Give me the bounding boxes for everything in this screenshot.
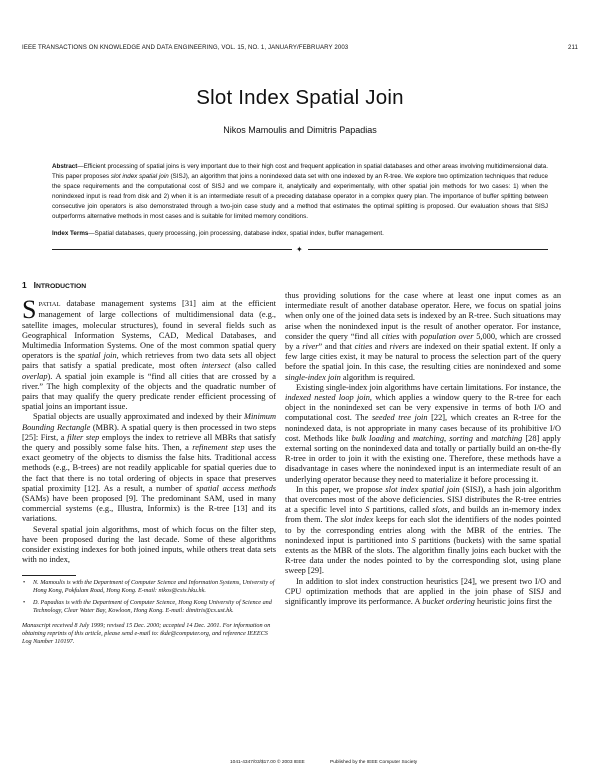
paper-title: Slot Index Spatial Join: [196, 86, 404, 109]
text-run: In this paper, we propose: [296, 484, 386, 494]
index-terms-text: —Spatial databases, query processing, join processing, database index, spatial index, buffer management.: [88, 230, 384, 237]
emphasis: rivers: [389, 342, 409, 352]
divider-ornament-icon: ✦: [296, 245, 303, 254]
text-run: partitions, called: [369, 505, 433, 515]
emphasis: refinement step: [192, 443, 245, 453]
text-run: are indexed on their spatial extent. If only a few large cities exist, it may be natural to process the selection part of the query before the spatial join. In this case, the resulting cities are nonindexed and some: [285, 342, 561, 372]
emphasis: Minimum Bounding Rectangle: [22, 412, 276, 432]
text-run: (SISJ), a hash join algorithm that overcomes most of the above deficiencies. SISJ distributes the R-tree entries at a specific level into: [285, 484, 561, 515]
divider-rule-right: [308, 249, 548, 250]
text-run: and: [372, 342, 390, 352]
emphasis: seeded tree join: [371, 413, 428, 423]
section-divider: [52, 246, 548, 254]
text-run: (MBR). A spatial query is then processed in two steps [25]: First, a: [22, 422, 276, 442]
index-terms: [52, 229, 548, 239]
paragraph: [22, 295, 276, 412]
text-run: , which applies a window query to the R-tree for each object in the nonindexed set can be very expensive in terms of both I/O and computational cost. The: [285, 393, 561, 423]
text-run: thus providing solutions for the case where at least one input comes as an intermediate result of another database operator. Here, we focus on spatial joins when only one of the joined data sets is indexed by an R-tree. Such situations may arise when the nonindexed input is the result of another operator. For instance, consider the query “find all: [285, 291, 561, 341]
running-header: [22, 44, 578, 56]
page-number: 211: [567, 44, 578, 51]
left-column: [22, 280, 276, 565]
abstract-text: —Efficient processing of spatial joins is very important due to their high cost and frequent application in spatial databases and other areas involving multidimensional data. This paper proposes: [52, 163, 548, 181]
emphasis: spatial access methods: [196, 483, 276, 493]
text-run: and: [394, 433, 413, 443]
emphasis: intersect: [201, 361, 231, 371]
emphasis: sorting: [449, 433, 473, 443]
paragraph: [285, 383, 561, 485]
emphasis: spatial join: [77, 351, 117, 361]
journal-header: IEEE TRANSACTIONS ON KNOWLEDGE AND DATA ENGINEERING, VOL. 15, NO. 1, JANUARY/FEBRUARY 2003: [22, 44, 349, 51]
emphasis: population over: [419, 331, 474, 341]
text-run: ” and that: [318, 342, 355, 352]
text-run: [28] apply external sorting on the nonindexed data and totally or partially build an on-the-fly R-tree in order to join it with the existing one. Therefore, these methods have a disadvantage in cases where the nonindexed input is an intermediate result of an underlying operator because they need to materialize it before processing it.: [285, 433, 561, 484]
text-run: partitions (buckets) with the same spatial extents as the MBR of the slots. The algorithm finally joins each bucket with the R-tree data under the nodes pointed to by the corresponding slot, using plane sweep [29].: [285, 535, 562, 576]
paragraph: [285, 485, 561, 577]
text-run: keeps for each slot the identifiers of the nodes pointed to by the corresponding entries along with the MBR of the entries. The nonindexed input is partitioned into: [285, 515, 561, 545]
right-column: [285, 291, 561, 607]
text-run: ,: [444, 433, 450, 443]
abstract-text-cont: (SISJ), an algorithm that joins a nonindexed data set with one indexed by an R-tree. We explore two optimization techniques that reduce the space requirements and the computational cost of SISJ and we compare it, analytically and experimentally, with other spatial join methods for two cases: 1) when the nonindexed input is read from disk and 2) when it is an intermediate result of a preceding database operator in a complex query plan. The importance of buffer splitting between consecutive join operators is also demonstrated through a two-join case study and a method that estimates the optimal splitting is proposed. Our evaluation shows that SISJ outperforms alternative methods in most cases and is suitable for limited memory conditions.: [52, 173, 548, 221]
manuscript-note: Manuscript received 8 July 1999; revised 15 Dec. 2000; accepted 14 Dec. 2001. For information on obtaining reprints of this article, please send e-mail to: tkde@computer.org, and reference IEEECS Log Number 110197.: [22, 621, 271, 646]
text-run: uses the exact geometry of the objects to dismiss the false hits. Traditional access methods (e.g., B-trees) are not readily applicable for spatial queries due to the fact that there is no total ordering of objects in space that preserves spatial proximity [12]. As a result, a number of: [22, 443, 276, 493]
section-number: 1: [22, 280, 27, 290]
emphasis: bucket ordering: [422, 597, 475, 607]
paragraph: [22, 412, 276, 524]
emphasis: indexed nested loop join: [285, 393, 370, 403]
emphasis: filter step: [67, 432, 100, 442]
emphasis: slots: [432, 505, 448, 515]
divider-rule-left: [52, 249, 292, 250]
text-run: and: [472, 433, 492, 443]
paper-authors: Nikos Mamoulis and Dimitris Papadias: [223, 125, 377, 135]
text-run: Existing single-index join algorithms have certain limitations. For instance, the: [296, 382, 561, 392]
text-run: Spatial objects are usually approximated and indexed by their: [33, 412, 245, 422]
text-run: 5,000, which are crossed by a: [285, 331, 561, 352]
paragraph: [285, 577, 561, 608]
emphasis: matching: [491, 433, 523, 443]
footnote-rule: [22, 575, 76, 576]
footnote: [22, 599, 276, 616]
text-run: (also called: [230, 361, 276, 371]
abstract-label: Abstract: [52, 163, 78, 170]
paragraph: Several spatial join algorithms, most of which focus on the filter step, have been proposed during the last decade. Some of these algorithms consider existing indexes for both joined inputs, while others treat data sets with no index,: [22, 524, 276, 565]
text-run: heuristic joins first the: [474, 597, 552, 607]
footnote: [22, 579, 276, 596]
index-terms-label: Index Terms: [52, 230, 89, 237]
publisher-line: Published by the IEEE Computer Society: [330, 760, 418, 765]
text-run: employs the index to retrieve all MBRs that satisfy the query and possibly some false hits. Then, a: [22, 432, 276, 453]
emphasis: slot index spatial join: [385, 484, 460, 494]
emphasis: S: [365, 505, 370, 515]
abstract: [52, 162, 548, 223]
small-caps-word: PATIAL: [38, 301, 61, 309]
emphasis: cities: [381, 331, 400, 341]
footnote-text: D. Papadias is with the Department of Computer Science, Hong Kong University of Science and Technology, Clear Water Bay, Kowloon, Hong Kong. E-mail: dimitris@cs.ust.hk.: [33, 598, 272, 615]
text-run: In addition to slot index construction heuristics [24], we present two I/O and CPU optimization methods that are applied in the join phase of SISJ and significantly improve its performance. A: [285, 576, 561, 607]
emphasis: bulk loading: [351, 433, 395, 443]
emphasis: slot index: [340, 515, 374, 525]
emphasis: river: [302, 342, 319, 352]
text-run: , which retrieves from two data sets all object pairs that satisfy a spatial predicate, most often: [22, 351, 276, 371]
text-run: ). A spatial join example is “find all cities that are crossed by a river.” The high complexity of the objects and the quadratic number of pairs that may qualify the query predicate render efficient processing of spatial joins an important issue.: [22, 371, 276, 412]
footnote-text: N. Mamoulis is with the Department of Computer Science and Information Systems, University of Hong Kong, Pokfulam Road, Hong Kong. E-mail: nikos@csis.hku.hk.: [33, 579, 275, 595]
paragraph: [285, 291, 561, 383]
emphasis: cities: [354, 342, 373, 352]
text-run: , and builds an in-memory index from them. The: [285, 505, 562, 525]
copyright-line: 1041-4347/03/$17.00 © 2003 IEEE: [230, 760, 305, 765]
bullet-icon: •: [23, 579, 26, 586]
emphasis: overlap: [22, 371, 48, 381]
emphasis: matching: [412, 433, 445, 443]
emphasis: single-index join: [285, 372, 341, 382]
section-title-rest: NTRODUCTION: [35, 283, 87, 290]
text-run: algorithm is required.: [340, 372, 415, 382]
text-run: (SAMs) have been proposed [9]. The predominant SAM, used in many commercial systems (e.g., Illustra, Informix) is the R-tree [13] and its variations.: [22, 494, 276, 524]
bullet-icon: •: [23, 598, 26, 606]
footnotes: [22, 579, 276, 647]
section-title-initial: I: [33, 280, 36, 290]
emphasis: S: [411, 535, 416, 545]
drop-cap: S: [22, 295, 37, 325]
section-heading: [22, 280, 276, 292]
abstract-emphasis: slot index spatial join: [110, 173, 169, 181]
text-run: database management systems [31] aim at the efficient management of large collections of multidimensional data (e.g., satellite images, molecular structures), found in several fields such as Geographical Information Systems, CAD, Medical Databases, and Multimedia Information Systems. One of the most common spatial query operators is the: [22, 299, 276, 361]
text-run: [22], which creates an R-tree for the nonindexed data, is not appropriate in many cases because of its prohibitive I/O cost. Methods like: [285, 413, 562, 443]
text-run: with: [399, 331, 420, 341]
